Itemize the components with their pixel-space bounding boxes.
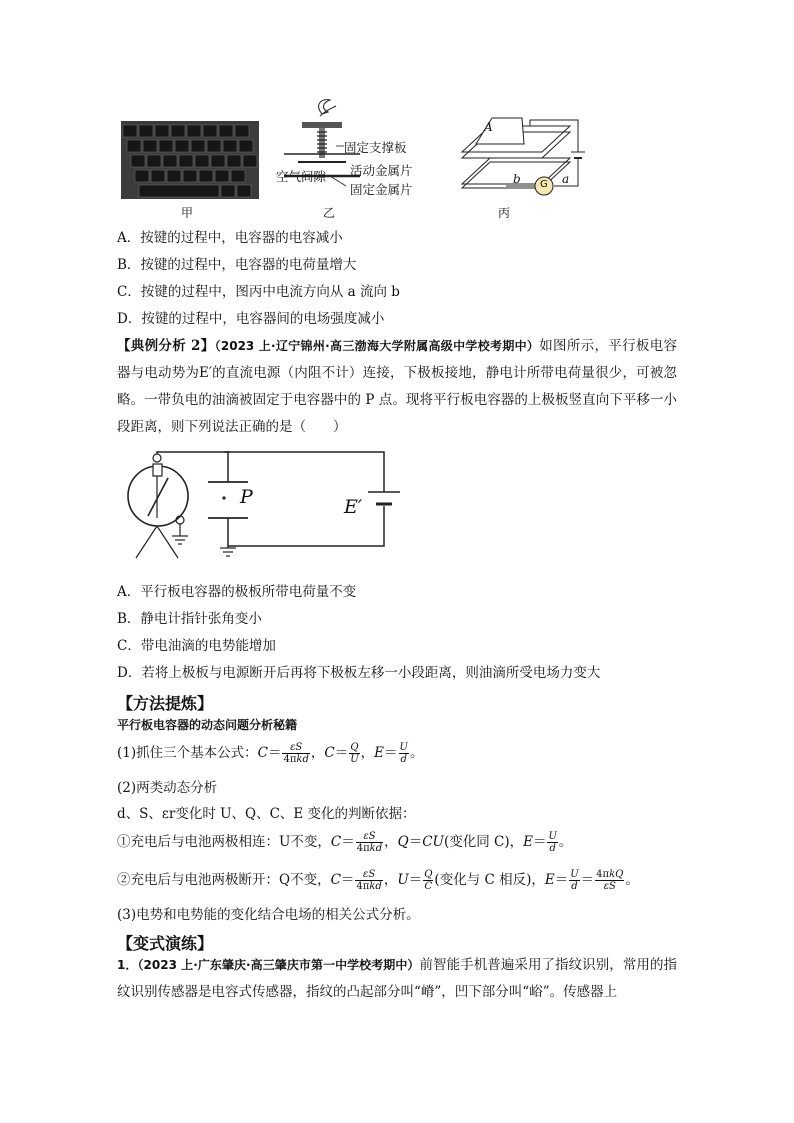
label-fixed-metal-sheet: 固定金属片 <box>350 182 413 197</box>
key-capacitor-circuit <box>430 108 602 202</box>
method-line-2: (2)两类动态分析 <box>117 780 218 796</box>
example-2-paragraph <box>117 333 677 441</box>
method-subheading: 平行板电容器的动态问题分析秘籍 <box>117 718 298 732</box>
practice-source: 1．（2023 上·广东肇庆·高三肇庆市第一中学校考期中） <box>117 958 420 972</box>
label-a-node: a <box>562 172 570 186</box>
option-2b: B．静电计指针张角变小 <box>117 611 262 627</box>
figure-caption-yi: 乙 <box>323 206 336 220</box>
option-2a: A．平行板电容器的极板所带电荷量不变 <box>117 584 357 600</box>
label-b-node: b <box>513 172 521 186</box>
method-line-3: d、S、εr变化时 U、Q、C、E 变化的判断依据： <box>117 806 416 822</box>
method-line-1-label: (1)抓住三个基本公式： <box>117 745 258 761</box>
example-2-source: （2023 上·辽宁锦州·高三渤海大学附属高级中学校考期中） <box>214 339 540 353</box>
label-point-p: P <box>240 486 253 508</box>
label-air-gap: 空气间隙 <box>276 169 327 184</box>
method-line-5-note: (变化与 C 相反)， <box>434 872 545 888</box>
option-1a: A．按键的过程中，电容器的电容减小 <box>117 230 343 246</box>
method-heading: 【方法提炼】 <box>117 694 214 713</box>
method-line-4-label: ①充电后与电池两极相连：U不变， <box>117 834 331 850</box>
label-a-block: A <box>484 120 493 134</box>
option-1d: D．按键的过程中，电容器间的电场强度减小 <box>117 311 385 327</box>
option-2d: D．若将上极板与电源断开后再将下极板左移一小段距离，则油滴所受电场力变大 <box>117 665 601 681</box>
option-1b: B．按键的过程中，电容器的电荷量增大 <box>117 257 357 273</box>
figure-caption-bing: 丙 <box>498 206 511 220</box>
example-2-text: 如图所示，平行板电容器与电动势为E′的直流电源（内阻不计）连接，下极板接地，静电计所带电荷量很少，可被忽略。一带负电的油滴被固定于电容器中的 P 点。现将平行板电容器的上极板竖直向下平移一小段距离，则下列说法正确的是（ ） <box>117 338 678 435</box>
option-1c: C．按键的过程中，图丙中电流方向从 a 流向 b <box>117 284 400 300</box>
example-2-tag: 【典例分析 2】 <box>117 338 215 354</box>
method-line-5-label: ②充电后与电池两极断开：Q不变， <box>117 872 331 888</box>
method-line-6: (3)电势和电势能的变化结合电场的相关公式分析。 <box>117 907 420 923</box>
figure-caption-jia: 甲 <box>181 206 194 220</box>
method-line-4: ①充电后与电池两极相连：U不变，C＝ $\frac{\varepsilon S}{\text{4πkd}}$ ，Q＝CU(变化同 C)，E＝ $\frac{U}{d}$ 。 <box>117 831 573 854</box>
method-line-4-note: (变化同 C)， <box>443 834 524 850</box>
practice-heading: 【变式演练】 <box>117 934 214 953</box>
keyboard-photo <box>121 121 259 199</box>
practice-question-1 <box>117 952 677 1006</box>
galvanometer-icon: G <box>540 179 548 190</box>
method-line-1: (1)抓住三个基本公式：C＝ $\frac{\varepsilon S}{\text{4πkd}}$ ，C＝ $\frac{Q}{U}$ ，E＝ $\frac{U}{d}$ 。 <box>117 742 424 765</box>
label-emf-e-prime: E′ <box>344 496 363 518</box>
method-line-5: ②充电后与电池两极断开：Q不变，C＝ $\frac{\varepsilon S}{\text{4πkd}}$ ，U＝ $\frac{Q}{C}$ (变化与 C 相反)，E＝ $\frac{U}{d}$ ＝ $\frac{\text{4πkQ}}{\varepsilon S}$ 。 <box>117 869 639 892</box>
label-fixed-support-plate: 固定支撑板 <box>344 140 407 155</box>
option-2c: C．带电油滴的电势能增加 <box>117 638 276 654</box>
label-movable-metal-sheet: 活动金属片 <box>350 163 413 178</box>
practice-text: 前智能手机普遍采用了指纹识别，常用的指纹识别传感器是电容式传感器，指纹的凸起部分叫“嵴”，凹下部分叫“峪”。传感器上 <box>117 957 678 1000</box>
